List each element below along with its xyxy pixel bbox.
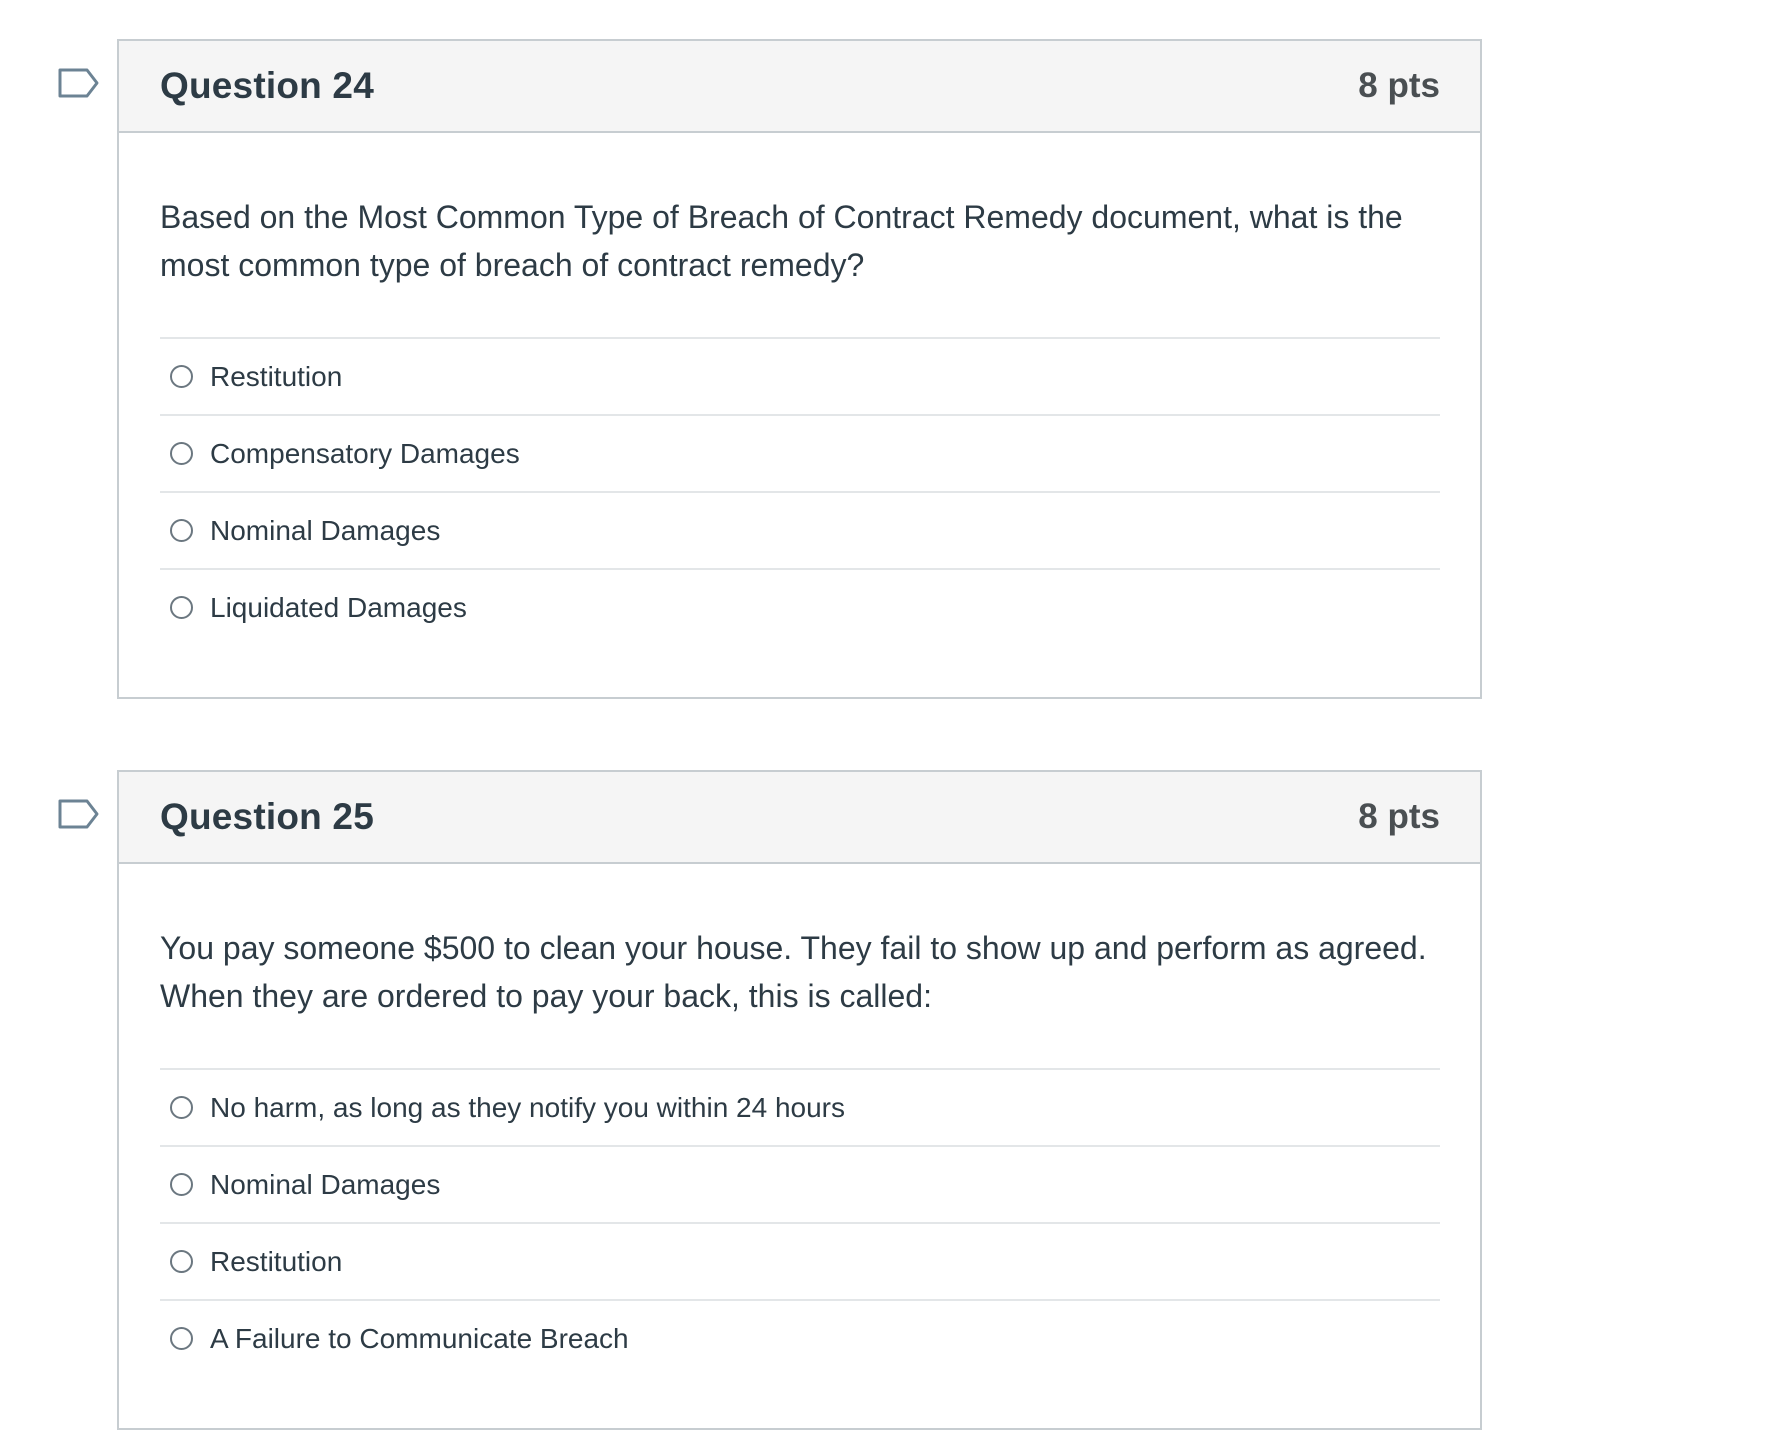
question-body bbox=[119, 864, 1480, 1428]
radio-button[interactable] bbox=[170, 596, 193, 619]
answer-label: No harm, as long as they notify you within 24 hours bbox=[210, 1091, 846, 1123]
answer-option[interactable] bbox=[160, 493, 1440, 570]
answer-label: Nominal Damages bbox=[210, 1168, 441, 1200]
question-header bbox=[119, 772, 1480, 864]
answer-option[interactable] bbox=[160, 1301, 1440, 1376]
flag-question-icon[interactable] bbox=[57, 798, 101, 830]
flag-icon bbox=[57, 67, 101, 99]
answer-label: Restitution bbox=[210, 360, 343, 392]
question-25 bbox=[117, 770, 1482, 1430]
answer-list bbox=[160, 337, 1440, 645]
question-points: 8 pts bbox=[1358, 66, 1440, 105]
answer-label: Restitution bbox=[210, 1245, 343, 1277]
answer-label: A Failure to Communicate Breach bbox=[210, 1322, 629, 1354]
flag-icon bbox=[57, 798, 101, 830]
answer-option[interactable] bbox=[160, 1070, 1440, 1147]
question-header bbox=[119, 41, 1480, 133]
answer-list bbox=[160, 1068, 1440, 1376]
radio-button[interactable] bbox=[170, 1096, 193, 1119]
question-body bbox=[119, 133, 1480, 697]
question-title: Question 25 bbox=[160, 796, 374, 837]
answer-option[interactable] bbox=[160, 570, 1440, 645]
question-text: You pay someone $500 to clean your house. They fail to show up and perform as agreed. When they are ordered to pay your back, this is called: bbox=[160, 930, 1427, 1014]
answer-label: Nominal Damages bbox=[210, 514, 441, 546]
question-card bbox=[117, 770, 1482, 1430]
radio-button[interactable] bbox=[170, 519, 193, 542]
question-title: Question 24 bbox=[160, 65, 374, 106]
question-points: 8 pts bbox=[1358, 797, 1440, 836]
radio-button[interactable] bbox=[170, 1250, 193, 1273]
flag-question-icon[interactable] bbox=[57, 67, 101, 99]
radio-button[interactable] bbox=[170, 1327, 193, 1350]
question-24 bbox=[117, 39, 1482, 699]
answer-label: Compensatory Damages bbox=[210, 437, 520, 469]
answer-option[interactable] bbox=[160, 339, 1440, 416]
radio-button[interactable] bbox=[170, 1173, 193, 1196]
answer-option[interactable] bbox=[160, 1224, 1440, 1301]
question-text: Based on the Most Common Type of Breach of Contract Remedy document, what is the most common type of breach of contract remedy? bbox=[160, 199, 1403, 283]
radio-button[interactable] bbox=[170, 365, 193, 388]
answer-option[interactable] bbox=[160, 1147, 1440, 1224]
radio-button[interactable] bbox=[170, 442, 193, 465]
answer-label: Liquidated Damages bbox=[210, 591, 467, 623]
question-card bbox=[117, 39, 1482, 699]
answer-option[interactable] bbox=[160, 416, 1440, 493]
